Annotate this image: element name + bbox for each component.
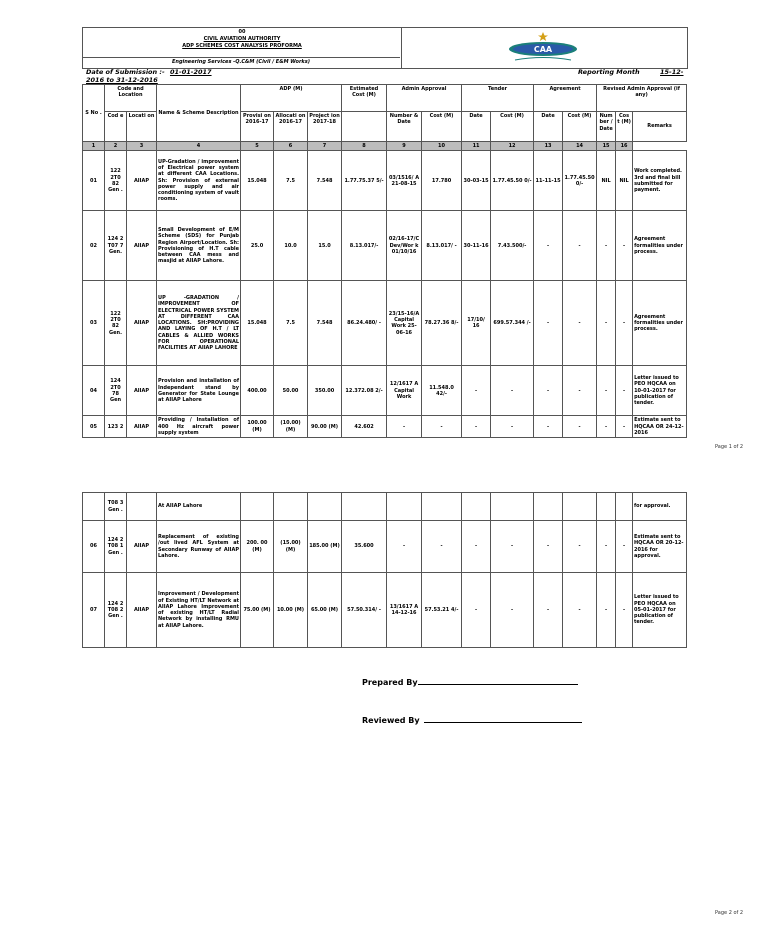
row-revised-cost: - bbox=[616, 281, 633, 366]
row-projection: 15.0 bbox=[308, 211, 342, 281]
row-remarks: Estimate sent to HQCAA OR 24-12-2016 bbox=[633, 416, 687, 438]
row-tender-cost: - bbox=[491, 521, 534, 573]
caa-logo bbox=[503, 31, 583, 63]
row-projection: 90.00 (M) bbox=[308, 416, 342, 438]
row-agreement-date: - bbox=[534, 416, 563, 438]
column-number-row: 1 2 3 4 5 6 7 8 9 10 11 12 13 14 15 16 bbox=[83, 142, 687, 151]
row-tender-cost: - bbox=[491, 573, 534, 648]
row-agreement-date: - bbox=[534, 521, 563, 573]
row-allocation: 50.00 bbox=[274, 366, 308, 416]
row-code: 124 2 T08 2 Gen . bbox=[105, 573, 127, 648]
row-sno: 07 bbox=[83, 573, 105, 648]
row-tender-cost: - bbox=[491, 366, 534, 416]
table-row bbox=[83, 573, 687, 648]
row-estimated: 8.13.017/- bbox=[342, 211, 387, 281]
table-row bbox=[83, 151, 687, 211]
row-provision: 200. 00 (M) bbox=[241, 521, 274, 573]
row-admin-cost: 78.27.36 8/- bbox=[422, 281, 462, 366]
row-tender-cost: 699.57.344 /- bbox=[491, 281, 534, 366]
row-admin-cost: 8.13.017/ - bbox=[422, 211, 462, 281]
table-row bbox=[83, 281, 687, 366]
col-remarks: Remarks bbox=[633, 112, 687, 142]
row-estimated: 35.600 bbox=[342, 521, 387, 573]
cost-analysis-table-page1 bbox=[82, 84, 687, 438]
row-admin-number: 12/1617 A Capital Work bbox=[387, 366, 422, 416]
cost-analysis-table-page2 bbox=[82, 492, 687, 648]
table-row bbox=[83, 521, 687, 573]
row-name: Small Development of E/M Scheme (SDS) for Punjab Region Airport/Location. Sh: Provisioning of H.T cable between CAA mess and masjid at AIIAP Lahore. bbox=[157, 211, 241, 281]
col-revised-cost: Cos t (M) bbox=[616, 112, 633, 142]
col-code: Cod e bbox=[105, 112, 127, 142]
row-remarks: Estimate sent to HQCAA OR 20-12-2016 for approval. bbox=[633, 521, 687, 573]
row-sno bbox=[83, 493, 105, 521]
org-name: CIVIL AVIATION AUTHORITY bbox=[203, 36, 281, 42]
row-admin-number: 13/1617 A 14-12-16 bbox=[387, 573, 422, 648]
row-projection: 350.00 bbox=[308, 366, 342, 416]
row-agreement-cost: - bbox=[563, 281, 597, 366]
row-revised-cost: NIL bbox=[616, 151, 633, 211]
col-name: Name & Scheme Description bbox=[157, 85, 241, 142]
reporting-range: 2016 to 31-12-2016 bbox=[86, 76, 158, 84]
row-provision: 100.00 (M) bbox=[241, 416, 274, 438]
row-allocation: 10.00 (M) bbox=[274, 573, 308, 648]
row-tender-date: - bbox=[462, 366, 491, 416]
table-row bbox=[83, 493, 687, 521]
row-sno: 06 bbox=[83, 521, 105, 573]
row-allocation: (15.00) (M) bbox=[274, 521, 308, 573]
row-tender-cost: 1.77.45.50 0/- bbox=[491, 151, 534, 211]
row-revised-number: - bbox=[597, 366, 616, 416]
col-agreement: Agreement bbox=[534, 85, 597, 112]
row-location: AIIAP bbox=[127, 211, 157, 281]
row-admin-number: - bbox=[387, 521, 422, 573]
row-projection bbox=[308, 493, 342, 521]
row-allocation: (10.00) (M) bbox=[274, 416, 308, 438]
row-revised-cost: - bbox=[616, 521, 633, 573]
page-number-2: Page 2 of 2 bbox=[715, 910, 744, 916]
row-revised-cost: - bbox=[616, 573, 633, 648]
row-remarks: Agreement formalities under process. bbox=[633, 281, 687, 366]
row-provision bbox=[241, 493, 274, 521]
row-admin-cost: - bbox=[422, 416, 462, 438]
row-estimated: 57.50.314/ - bbox=[342, 573, 387, 648]
row-remarks: Letter issued to PEO HQCAA on 10-01-2017 for publication of tender. bbox=[633, 366, 687, 416]
row-tender-date: 17/10/ 16 bbox=[462, 281, 491, 366]
row-code: 124 2 T08 1 Gen . bbox=[105, 521, 127, 573]
col-tender-cost: Cost (M) bbox=[491, 112, 534, 142]
row-admin-cost: - bbox=[422, 521, 462, 573]
row-location: AIIAP bbox=[127, 366, 157, 416]
row-location: AIIAP bbox=[127, 281, 157, 366]
col-admin: Admin Approval bbox=[387, 85, 462, 112]
logo-text: CAA bbox=[533, 45, 553, 54]
row-revised-number: NIL bbox=[597, 151, 616, 211]
row-estimated: 12.372.08 2/- bbox=[342, 366, 387, 416]
col-code-location: Code and Location bbox=[105, 85, 157, 112]
row-code: 122 2T0 82 Gen. bbox=[105, 281, 127, 366]
row-tender-date: - bbox=[462, 573, 491, 648]
row-location: AIIAP bbox=[127, 521, 157, 573]
row-projection: 7.548 bbox=[308, 281, 342, 366]
col-location: Locati on bbox=[127, 112, 157, 142]
row-remarks: Letter issued to PEO HQCAA on 05-01-2017 for publication of tender. bbox=[633, 573, 687, 648]
row-admin-number: - bbox=[387, 416, 422, 438]
table-row bbox=[83, 366, 687, 416]
row-revised-number: - bbox=[597, 416, 616, 438]
row-name: Replacement of existing /out lived AFL System at Secondary Runway of AIIAP Lahore. bbox=[157, 521, 241, 573]
reviewed-by: Reviewed By bbox=[362, 716, 582, 725]
row-provision: 400.00 bbox=[241, 366, 274, 416]
row-name: At AIIAP Lahore bbox=[157, 493, 241, 521]
row-admin-cost: 11.548.0 42/- bbox=[422, 366, 462, 416]
row-admin-number: 02/16-17/C Dev/Wor k 01/10/16 bbox=[387, 211, 422, 281]
row-tender-cost: 7.43.500/- bbox=[491, 211, 534, 281]
row-allocation: 10.0 bbox=[274, 211, 308, 281]
row-admin-cost: 57.53.21 4/- bbox=[422, 573, 462, 648]
row-remarks: for approval. bbox=[633, 493, 687, 521]
row-agreement-date: - bbox=[534, 211, 563, 281]
table-row bbox=[83, 211, 687, 281]
row-allocation: 7.5 bbox=[274, 281, 308, 366]
row-provision: 75.00 (M) bbox=[241, 573, 274, 648]
row-name: Improvement / Development of Existing HT/LT Network at AIIAP Lahore Improvement of existing HT/LT Radial Network by installing RMU at AIIAP Lahore. bbox=[157, 573, 241, 648]
row-tender-date bbox=[462, 493, 491, 521]
row-sno: 04 bbox=[83, 366, 105, 416]
row-agreement-date: - bbox=[534, 366, 563, 416]
row-provision: 15.048 bbox=[241, 281, 274, 366]
col-provision: Provisi on 2016-17 bbox=[241, 112, 274, 142]
row-tender-date: 30-03-15 bbox=[462, 151, 491, 211]
row-revised-cost: - bbox=[616, 366, 633, 416]
row-admin-cost: 17.780 bbox=[422, 151, 462, 211]
row-revised-number: - bbox=[597, 521, 616, 573]
page-number-1: Page 1 of 2 bbox=[715, 444, 744, 450]
row-agreement-cost: - bbox=[563, 416, 597, 438]
row-location: AIIAP bbox=[127, 573, 157, 648]
row-name: Providing / Installation of 400 Hz aircraft power supply system bbox=[158, 417, 240, 436]
col-estimated: Estimated Cost (M) bbox=[342, 85, 387, 112]
row-sno: 05 bbox=[83, 416, 105, 438]
row-tender-cost bbox=[491, 493, 534, 521]
row-remarks: Agreement formalities under process. bbox=[633, 211, 687, 281]
proforma-title: ADP SCHEMES COST ANALYSIS PROFORMA bbox=[182, 43, 302, 49]
reporting-label: Reporting Month bbox=[578, 68, 640, 76]
row-revised-cost bbox=[616, 493, 633, 521]
row-revised-cost: - bbox=[616, 211, 633, 281]
row-tender-date: 30-11-16 bbox=[462, 211, 491, 281]
row-code: 123 2 bbox=[105, 416, 127, 438]
row-name: Provision and installation of Independant stand by Generator for State Lounge at AIIAP Lahore bbox=[157, 366, 241, 416]
row-agreement-date: - bbox=[534, 573, 563, 648]
doc-code: 00 bbox=[238, 29, 246, 35]
row-tender-date: - bbox=[462, 416, 491, 438]
engineering-services: Engineering Services -Q.C&M (Civil / E&M Works) bbox=[171, 59, 311, 65]
reporting-from: 15-12- bbox=[660, 68, 684, 76]
col-revised: Revised Admin Approval (if any) bbox=[597, 85, 687, 112]
prepared-by: Prepared By bbox=[362, 678, 578, 687]
row-tender-cost: - bbox=[491, 416, 534, 438]
row-projection: 7.548 bbox=[308, 151, 342, 211]
row-agreement-date: - bbox=[534, 281, 563, 366]
row-revised-cost: - bbox=[616, 416, 633, 438]
row-code: T08 3 Gen . bbox=[105, 493, 127, 521]
row-revised-number: - bbox=[597, 573, 616, 648]
row-sno: 01 bbox=[83, 151, 105, 211]
row-agreement-date bbox=[534, 493, 563, 521]
col-agreement-date: Date bbox=[534, 112, 563, 142]
row-estimated bbox=[342, 493, 387, 521]
col-tender-date: Date bbox=[462, 112, 491, 142]
row-agreement-cost: - bbox=[563, 573, 597, 648]
row-estimated: 1.77.75.37 5/- bbox=[342, 151, 387, 211]
col-agreement-cost: Cost (M) bbox=[563, 112, 597, 142]
row-provision: 15.048 bbox=[241, 151, 274, 211]
submission-label: Date of Submission :- bbox=[86, 68, 165, 76]
row-allocation bbox=[274, 493, 308, 521]
row-admin-cost bbox=[422, 493, 462, 521]
row-projection: 185.00 (M) bbox=[308, 521, 342, 573]
row-code: 124 2 T07 7 Gen. bbox=[105, 211, 127, 281]
row-name: UP -GRADATION / IMPROVEMENT OF ELECTRICAL POWER SYSTEM AT DIFFERENT CAA LOCATIONS. SH:PROVIDING AND LAYING OF H.T / LT CABLES & ALLIED WORKS FOR OPERATIONAL FACILITIES AT AIIAP LAHORE bbox=[157, 281, 241, 366]
col-adp: ADP (M) bbox=[241, 85, 342, 112]
col-revised-number: Num ber / Date bbox=[597, 112, 616, 142]
row-admin-number: 23/15-16/A Capital Work 25-06-16 bbox=[387, 281, 422, 366]
row-remarks: Work completed. 3rd and final bill submitted for payment. bbox=[633, 151, 687, 211]
row-sno: 02 bbox=[83, 211, 105, 281]
row-location: AIIAP bbox=[127, 151, 157, 211]
row-revised-number: - bbox=[597, 211, 616, 281]
row-sno: 03 bbox=[83, 281, 105, 366]
row-revised-number bbox=[597, 493, 616, 521]
row-revised-number: - bbox=[597, 281, 616, 366]
row-agreement-date: 11-11-15 bbox=[534, 151, 563, 211]
col-projection: Project ion 2017-18 bbox=[308, 112, 342, 142]
row-agreement-cost: - bbox=[563, 521, 597, 573]
col-admin-cost: Cost (M) bbox=[422, 112, 462, 142]
row-location: AIIAP bbox=[127, 416, 157, 438]
row-estimated: 42.602 bbox=[342, 416, 387, 438]
row-name: UP-Gradation / improvement of Electrical power system at different CAA Locations. Sh: Provision of external power supply and air conditioning system of vault rooms. bbox=[157, 151, 241, 211]
row-admin-number bbox=[387, 493, 422, 521]
col-tender: Tender bbox=[462, 85, 534, 112]
submission-date: 01-01-2017 bbox=[169, 68, 212, 76]
row-projection: 65.00 (M) bbox=[308, 573, 342, 648]
row-tender-date: - bbox=[462, 521, 491, 573]
row-agreement-cost: 1.77.45.50 0/- bbox=[563, 151, 597, 211]
row-agreement-cost: - bbox=[563, 211, 597, 281]
row-estimated: 86.24.480/ - bbox=[342, 281, 387, 366]
table-row bbox=[83, 416, 687, 438]
col-admin-number: Number & Date bbox=[387, 112, 422, 142]
col-allocation: Allocati on 2016-17 bbox=[274, 112, 308, 142]
row-location bbox=[127, 493, 157, 521]
row-code: 124 2T0 78 Gen bbox=[105, 366, 127, 416]
col-sno: S No . bbox=[83, 85, 105, 142]
row-agreement-cost: - bbox=[563, 366, 597, 416]
row-admin-number: 03/1516/ A 21-08-15 bbox=[387, 151, 422, 211]
row-code: 122 2T0 82 Gen . bbox=[105, 151, 127, 211]
row-allocation: 7.5 bbox=[274, 151, 308, 211]
row-agreement-cost bbox=[563, 493, 597, 521]
row-provision: 25.0 bbox=[241, 211, 274, 281]
